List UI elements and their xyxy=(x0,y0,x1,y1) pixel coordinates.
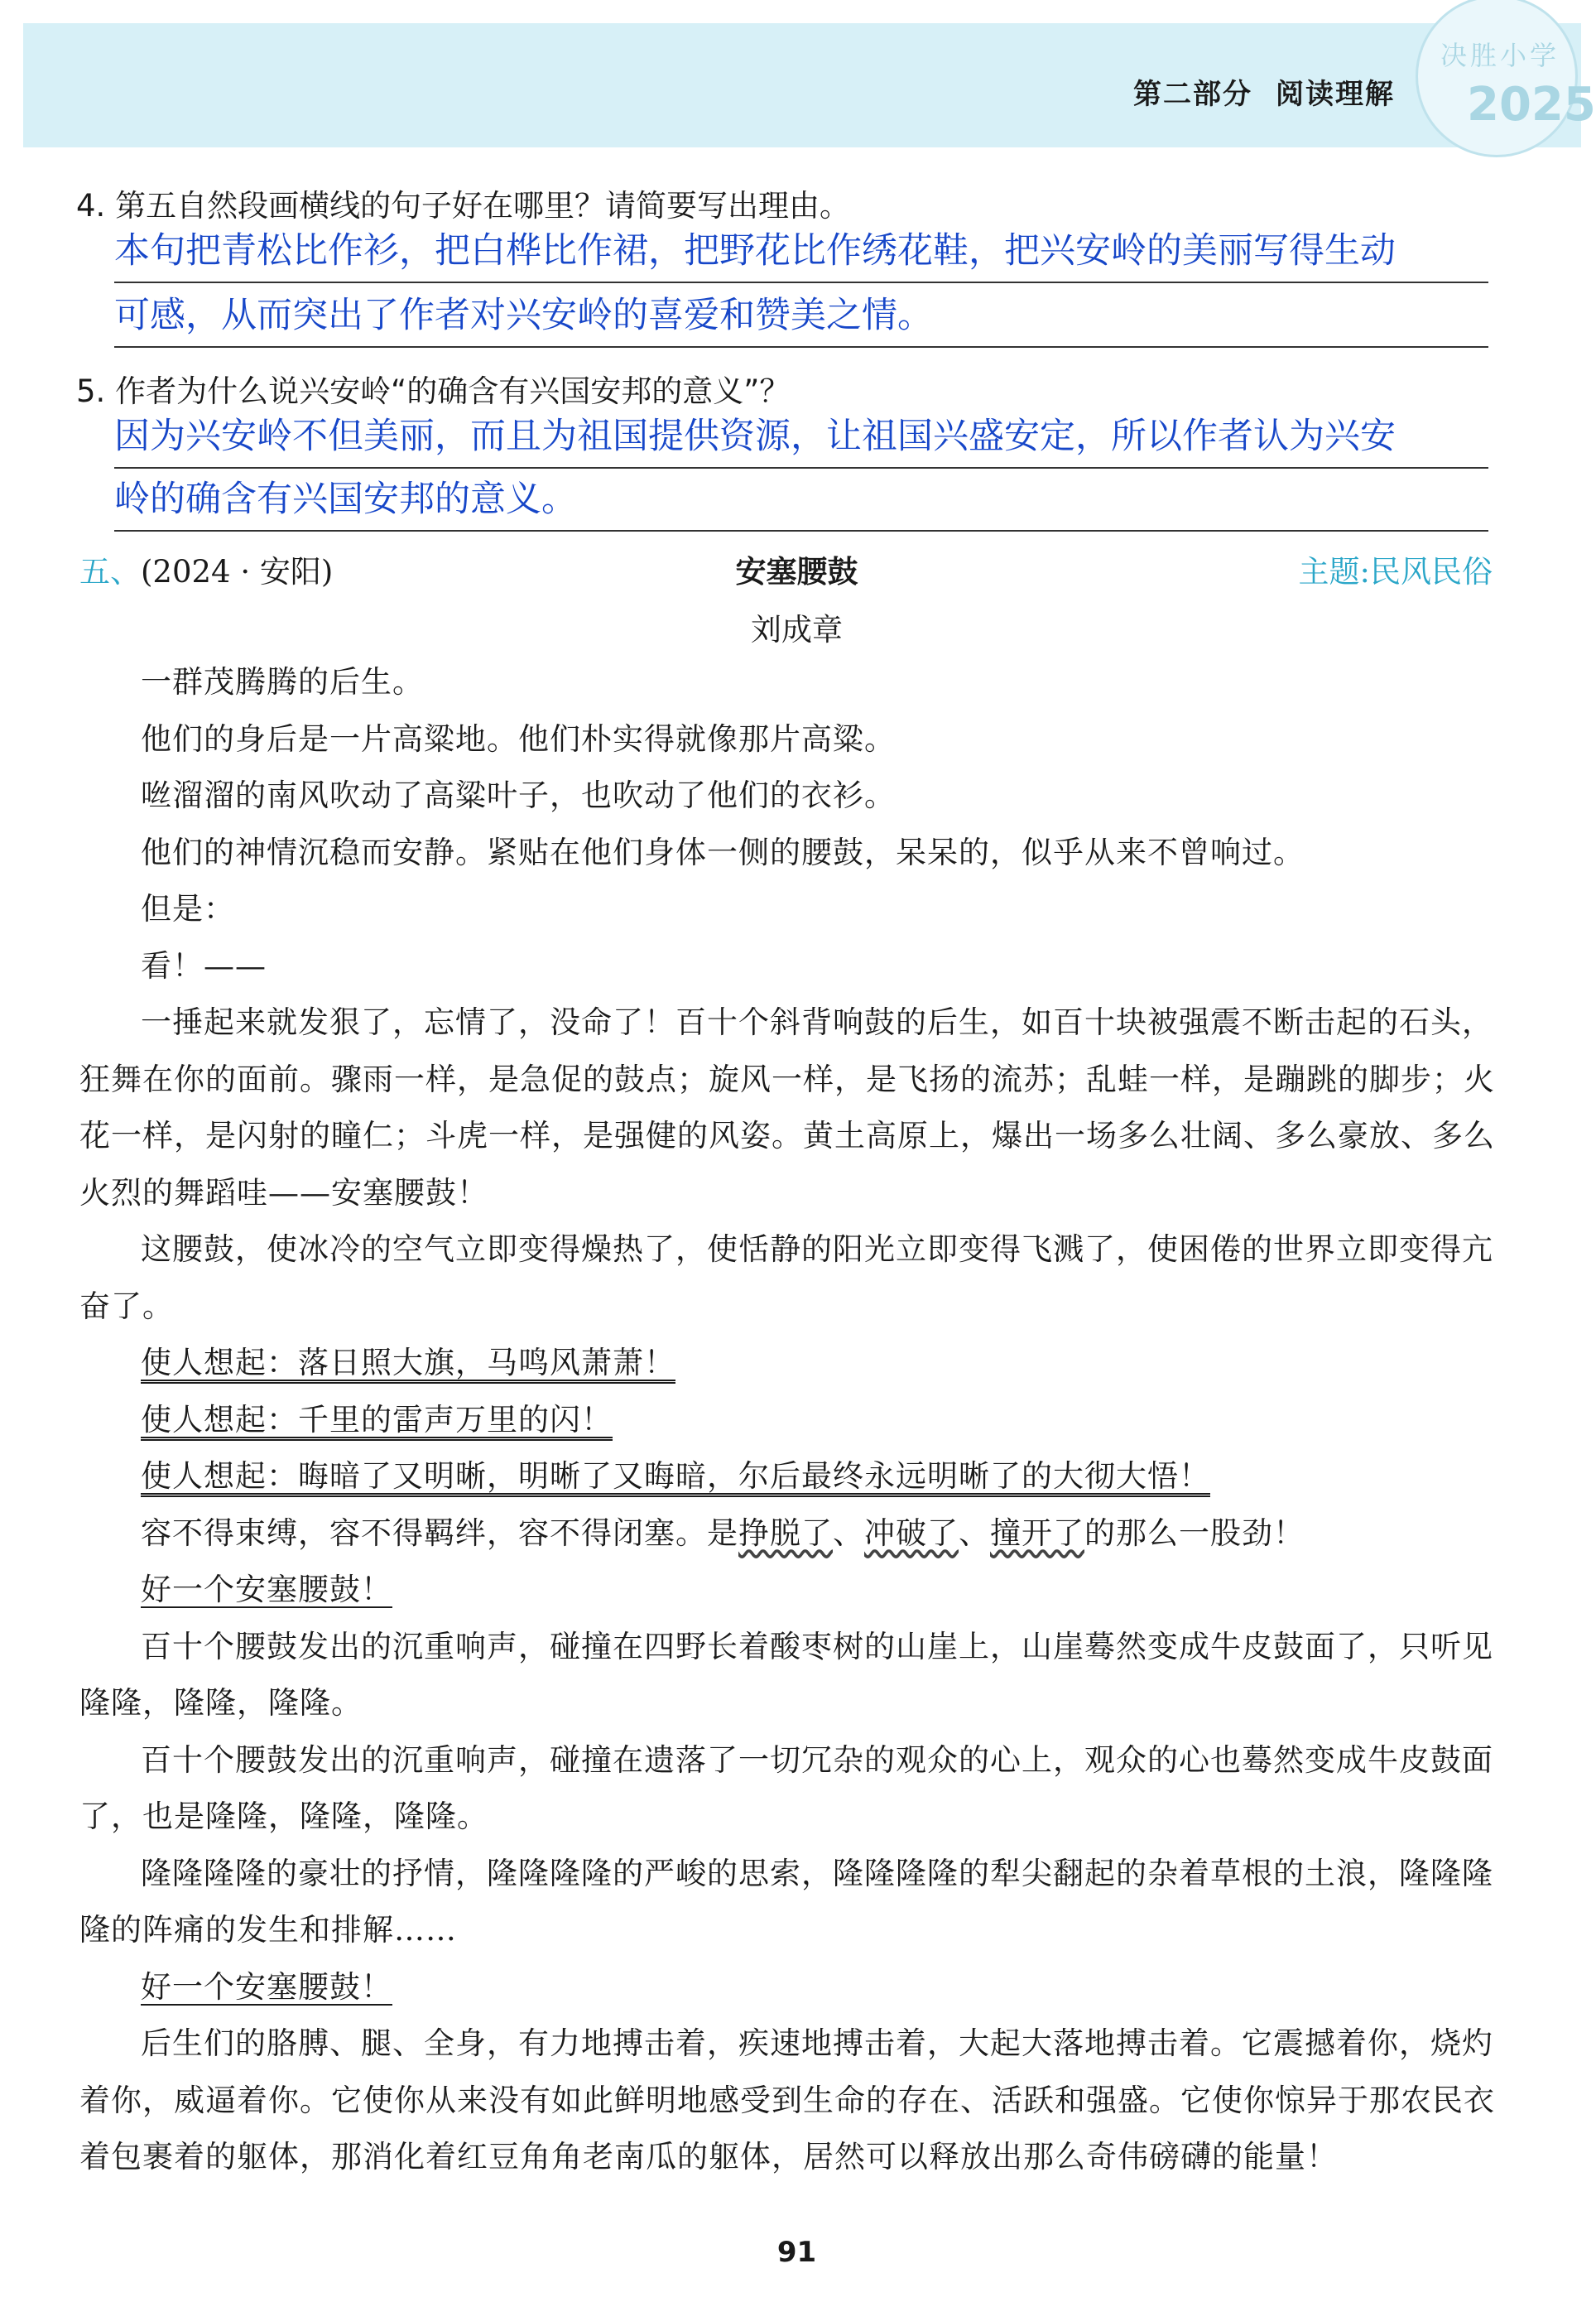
stamp-year: 2025 xyxy=(1467,78,1596,132)
wavy-underlined-word: 冲破了 xyxy=(864,1515,959,1551)
paragraph xyxy=(79,1505,1495,1563)
section-source: (2024 · 安阳) xyxy=(141,554,334,590)
paragraph: 后生们的胳膊、腿、全身，有力地搏击着，疾速地搏击着，大起大落地搏击着。它震撼着你，烧灼着你，威逼着你。它使你从来没有如此鲜明地感受到生命的存在、活跃和强盛。它使你惊异于那农民衣着包裹着的躯体，那消化着红豆角角老南瓜的躯体，居然可以释放出那么奇伟磅礴的能量！ xyxy=(79,2025,1495,2174)
header-part: 第二部分 xyxy=(1133,78,1252,111)
article-title: 安塞腰鼓 xyxy=(735,554,858,590)
paragraph-underlined xyxy=(79,1392,1495,1449)
paragraph: 百十个腰鼓发出的沉重响声，碰撞在遗落了一切冗杂的观众的心上，观众的心也蓦然变成牛皮鼓面了，也是隆隆，隆隆，隆隆。 xyxy=(79,1741,1493,1834)
paragraph: 一群茂腾腾的后生。 xyxy=(141,664,424,700)
answer-4-line-1: 本句把青松比作衫，把白桦比作裙，把野花比作绣花鞋，把兴安岭的美丽写得生动 xyxy=(114,220,1488,283)
paragraph: 一捶起来就发狠了，忘情了，没命了！百十个斜背响鼓的后生，如百十块被强震不断击起的石头，狂舞在你的面前。骤雨一样，是急促的鼓点；旋风一样，是飞扬的流苏；乱蛙一样，是蹦跳的脚步；火花一样，是闪射的瞳仁；斗虎一样，是强健的风姿。黄土高原上，爆出一场多么壮阔、多么豪放、多么火烈的舞蹈哇——安塞腰鼓！ xyxy=(79,1004,1495,1211)
answer-4-line-2: 可感，从而突出了作者对兴安岭的喜爱和赞美之情。 xyxy=(114,285,1488,348)
double-underlined-sentence: 使人想起：落日照大旗，马鸣风萧萧！ xyxy=(141,1345,675,1380)
paragraph-underlined xyxy=(79,1335,1495,1392)
double-underlined-sentence: 使人想起：晦暗了又明晰，明晰了又晦暗，尔后最终永远明晰了的大彻大悟！ xyxy=(141,1458,1210,1494)
answer-5-line-2: 岭的确含有兴国安邦的意义。 xyxy=(114,469,1488,532)
paragraph: 百十个腰鼓发出的沉重响声，碰撞在四野长着酸枣树的山崖上，山崖蓦然变成牛皮鼓面了，只听见隆隆，隆隆，隆隆。 xyxy=(79,1628,1493,1721)
answer-5-line-1: 因为兴安岭不但美丽，而且为祖国提供资源，让祖国兴盛安定，所以作者认为兴安 xyxy=(114,406,1488,469)
text-run: 容不得束缚，容不得羁绊，容不得闭塞。是 xyxy=(141,1515,738,1551)
section-topic: 主题:民风民俗 xyxy=(1298,554,1493,590)
paragraph: 他们的神情沉稳而安静。紧贴在他们身体一侧的腰鼓，呆呆的，似乎从来不曾响过。 xyxy=(141,834,1305,870)
article-author: 刘成章 xyxy=(751,612,843,648)
section-number: 五、 xyxy=(79,554,141,590)
paragraph: 看！—— xyxy=(141,947,267,984)
paragraph-underlined xyxy=(79,1448,1495,1505)
underlined-sentence: 好一个安塞腰鼓！ xyxy=(141,1572,392,1607)
underlined-sentence: 好一个安塞腰鼓！ xyxy=(141,1968,392,2005)
running-header xyxy=(1133,71,1395,112)
paragraph: 他们的身后是一片高粱地。他们朴实得就像那片高粱。 xyxy=(141,720,896,757)
question-5: 5. 作者为什么说兴安岭“的确含有兴国安邦的意义”？ xyxy=(76,373,791,409)
paragraph: 这腰鼓，使冰冷的空气立即变得燥热了，使恬静的阳光立即变得飞溅了，使困倦的世界立即变得亢奋了。 xyxy=(79,1231,1493,1324)
paragraph: 但是： xyxy=(141,891,235,927)
question-4: 4. 第五自然段画横线的句子好在哪里？请简要写出理由。 xyxy=(76,188,851,224)
text-run: 、 xyxy=(833,1515,864,1551)
paragraph-underlined xyxy=(79,1959,1495,2016)
paragraph-underlined xyxy=(79,1562,1495,1619)
stamp-text: 决胜小学 xyxy=(1440,40,1560,71)
header-section: 阅读理解 xyxy=(1276,78,1395,111)
text-run: 的那么一股劲！ xyxy=(1084,1515,1305,1551)
brand-stamp xyxy=(1407,20,1596,144)
paragraph: 咝溜溜的南风吹动了高粱叶子，也吹动了他们的衣衫。 xyxy=(141,778,896,813)
text-run: 、 xyxy=(959,1515,990,1551)
wavy-underlined-word: 挣脱了 xyxy=(738,1515,833,1551)
paragraph: 隆隆隆隆的豪壮的抒情，隆隆隆隆的严峻的思索，隆隆隆隆的犁尖翻起的杂着草根的土浪，隆隆隆隆的阵痛的发生和排解…… xyxy=(79,1855,1493,1948)
article-body xyxy=(79,654,1495,2186)
double-underlined-sentence: 使人想起：千里的雷声万里的闪！ xyxy=(141,1401,613,1438)
wavy-underlined-word: 撞开了 xyxy=(990,1515,1084,1551)
page-number: 91 xyxy=(776,2236,817,2269)
